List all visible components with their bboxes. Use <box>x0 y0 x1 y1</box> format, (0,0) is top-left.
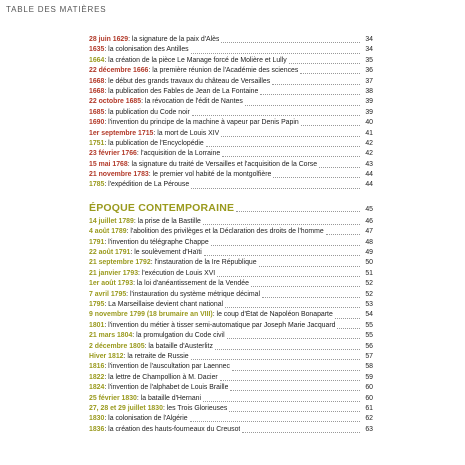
entry-date: 7 avril 1795 <box>89 290 127 298</box>
leader-dots <box>259 265 360 267</box>
entry-date: 9 novembre 1799 (18 brumaire an VIII) <box>89 311 213 319</box>
leader-dots <box>251 285 360 287</box>
entry-title: : l'invention de l'alphabet de Louis Braille <box>104 384 229 392</box>
leader-dots <box>242 431 360 433</box>
toc-entry <box>89 290 373 300</box>
toc-entry <box>89 160 373 170</box>
leader-dots <box>227 337 360 339</box>
entry-page-number: 62 <box>365 415 373 423</box>
entry-page-number: 43 <box>365 160 373 168</box>
toc-entry <box>89 238 373 248</box>
toc-entry <box>89 362 373 372</box>
entry-date: 1822 <box>89 373 105 381</box>
toc-entry <box>89 279 373 289</box>
entry-page-number: 42 <box>365 150 373 158</box>
entry-page-number: 34 <box>365 46 373 54</box>
entry-date: Hiver 1812 <box>89 352 124 360</box>
entry-page-number: 49 <box>365 249 373 257</box>
toc-entry <box>89 300 373 310</box>
entry-date: 1830 <box>89 415 105 423</box>
entry-page-number: 36 <box>365 67 373 75</box>
toc-entry <box>89 139 373 149</box>
entry-title: : l'invention du métier à tisser semi-automatique par Joseph Marie Jacquard <box>104 321 336 329</box>
entry-title: : la bataille d'Austerlitz <box>144 342 213 350</box>
entry-date: 25 février 1830 <box>89 394 137 402</box>
entry-date: 1690 <box>89 119 105 127</box>
leader-dots <box>300 72 360 74</box>
entry-page-number: 59 <box>365 373 373 381</box>
entry-title: : La Marseillaise devient chant national <box>104 300 224 308</box>
leader-dots <box>319 166 360 168</box>
entry-title: : la publication des Fables de Jean de La Fontaine <box>104 87 259 95</box>
entry-page-number: 41 <box>365 129 373 137</box>
entry-page-number: 48 <box>365 238 373 246</box>
entry-page-number: 37 <box>365 77 373 85</box>
leader-dots <box>289 62 360 64</box>
entry-title: : le premier vol habité de la montgolfière <box>148 171 272 179</box>
entry-date: 1801 <box>89 321 105 329</box>
entry-title: : la lettre de Champollion à M. Dacier <box>104 373 218 381</box>
toc-entry <box>89 217 373 227</box>
entry-page-number: 42 <box>365 139 373 147</box>
leader-dots <box>220 379 360 381</box>
toc-entry <box>89 383 373 393</box>
entry-title: : la création des hauts-fourneaux du Creusot <box>104 425 241 433</box>
toc-entry <box>89 331 373 341</box>
toc-entry <box>89 321 373 331</box>
entry-page-number: 52 <box>365 280 373 288</box>
entry-date: 1er septembre 1715 <box>89 129 154 137</box>
toc-entry <box>89 425 373 435</box>
toc-entry <box>89 180 373 190</box>
entry-page-number: 60 <box>365 384 373 392</box>
entry-page-number: 50 <box>365 259 373 267</box>
entry-date: 1er août 1793 <box>89 280 134 288</box>
toc-entry <box>89 404 373 414</box>
entry-page-number: 58 <box>365 363 373 371</box>
toc-entry <box>89 35 373 45</box>
leader-dots <box>232 369 360 371</box>
section-heading <box>89 202 373 216</box>
toc-entry <box>89 129 373 139</box>
entry-page-number: 51 <box>365 269 373 277</box>
toc-entry <box>89 170 373 180</box>
entry-date: 1685 <box>89 108 105 116</box>
entry-date: 15 mai 1768 <box>89 160 128 168</box>
entry-date: 1668 <box>89 77 105 85</box>
entry-title: : l'abolition des privilèges et la Déclaration des droits de l'homme <box>126 228 324 236</box>
toc-entry <box>89 248 373 258</box>
entry-date: 1751 <box>89 139 105 147</box>
section-title: ÉPOQUE CONTEMPORAINE <box>89 201 235 214</box>
toc-entry <box>89 97 373 107</box>
entry-date: 22 août 1791 <box>89 249 131 257</box>
entry-date: 1785 <box>89 181 105 189</box>
entry-title: : la promulgation du Code civil <box>132 332 225 340</box>
toc-entry <box>89 310 373 320</box>
entry-title: : les Trois Glorieuses <box>162 404 228 412</box>
leader-dots <box>192 114 360 116</box>
entry-page-number: 55 <box>365 332 373 340</box>
leader-dots <box>191 187 360 189</box>
entry-date: 1836 <box>89 425 105 433</box>
entry-title: : la retraite de Russie <box>123 352 189 360</box>
entry-date: 1795 <box>89 300 105 308</box>
entry-page-number: 35 <box>365 56 373 64</box>
toc-entry <box>89 45 373 55</box>
leader-dots <box>204 254 360 256</box>
leader-dots <box>215 348 360 350</box>
toc-entry <box>89 269 373 279</box>
running-head: TABLE DES MATIÈRES <box>6 5 107 14</box>
entry-page-number: 44 <box>365 181 373 189</box>
toc-entry <box>89 108 373 118</box>
leader-dots <box>301 124 360 126</box>
entry-page-number: 55 <box>365 321 373 329</box>
toc-entry <box>89 373 373 383</box>
entry-page-number: 52 <box>365 290 373 298</box>
leader-dots <box>326 233 360 235</box>
entry-date: 1635 <box>89 46 105 54</box>
leader-dots <box>191 358 360 360</box>
entry-title: : l'instauration du système métrique décimal <box>126 290 261 298</box>
toc-entry <box>89 149 373 159</box>
entry-title: : le coup d'État de Napoléon Bonaparte <box>212 311 333 319</box>
leader-dots <box>203 223 360 225</box>
entry-title: : la signature de la paix d'Alès <box>128 36 220 43</box>
entry-title: : la publication du Code noir <box>104 108 190 116</box>
entry-title: : le début des grands travaux du château de Versailles <box>104 77 271 85</box>
leader-dots <box>272 83 360 85</box>
toc-entry <box>89 227 373 237</box>
leader-dots <box>337 327 360 329</box>
leader-dots <box>221 135 360 137</box>
leader-dots <box>230 389 360 391</box>
leader-dots <box>206 145 360 147</box>
entry-page-number: 38 <box>365 87 373 95</box>
entry-title: : la mort de Louis XIV <box>153 129 220 137</box>
leader-dots <box>236 210 360 212</box>
entry-page-number: 39 <box>365 98 373 106</box>
leader-dots <box>203 400 360 402</box>
entry-title: : la première réunion de l'Académie des sciences <box>148 67 299 75</box>
leader-dots <box>262 296 360 298</box>
entry-title: : la publication de l'Encyclopédie <box>104 139 204 147</box>
toc-entry <box>89 87 373 97</box>
entry-date: 27, 28 et 29 juillet 1830 <box>89 404 163 412</box>
toc-entry <box>89 342 373 352</box>
entry-date: 14 juillet 1789 <box>89 217 134 225</box>
toc-entry <box>89 414 373 424</box>
entry-page-number: 57 <box>365 352 373 360</box>
entry-date: 1668 <box>89 87 105 95</box>
entry-date: 22 octobre 1685 <box>89 98 142 106</box>
entry-date: 21 mars 1804 <box>89 332 133 340</box>
entry-date: 23 février 1766 <box>89 150 137 158</box>
entry-date: 4 août 1789 <box>89 228 127 236</box>
entry-page-number: 53 <box>365 300 373 308</box>
table-of-contents <box>89 35 373 435</box>
entry-page-number: 54 <box>365 311 373 319</box>
leader-dots <box>245 104 360 106</box>
leader-dots <box>211 244 360 246</box>
entry-title: : l'invention de l'auscultation par Laennec <box>104 363 230 371</box>
entry-date: 2 décembre 1805 <box>89 342 145 350</box>
toc-entry <box>89 258 373 268</box>
entry-title: : l'acquisition de la Lorraine <box>136 150 221 158</box>
entry-title: : l'exécution de Louis XVI <box>138 269 216 277</box>
toc-entry <box>89 56 373 66</box>
entry-title: : la révocation de l'édit de Nantes <box>141 98 243 106</box>
leader-dots <box>229 410 360 412</box>
leader-dots <box>217 275 360 277</box>
entry-title: : la loi d'anéantissement de la Vendée <box>133 280 249 288</box>
entry-title: : la prise de la Bastille <box>133 217 201 225</box>
entry-page-number: 63 <box>365 425 373 433</box>
entry-date: 1791 <box>89 238 105 246</box>
leader-dots <box>225 306 360 308</box>
entry-page-number: 47 <box>365 228 373 236</box>
entry-title: : la création de la pièce Le Manage forcé de Molière et Lully <box>104 56 287 64</box>
toc-entry <box>89 77 373 87</box>
entry-title: : l'invention du principe de la machine à vapeur par Denis Papin <box>104 119 299 127</box>
leader-dots <box>335 317 360 319</box>
entry-title: : l'expédition de La Pérouse <box>104 181 190 189</box>
toc-entry <box>89 66 373 76</box>
entry-date: 21 septembre 1792 <box>89 259 151 267</box>
entry-title: : la colonisation des Antilles <box>104 46 189 54</box>
toc-entry <box>89 118 373 128</box>
toc-entry <box>89 352 373 362</box>
leader-dots <box>222 155 360 157</box>
entry-date: 1664 <box>89 56 105 64</box>
entry-page-number: 56 <box>365 342 373 350</box>
entry-page-number: 40 <box>365 119 373 127</box>
entry-page-number: 39 <box>365 108 373 116</box>
toc-list-contemporary-era <box>89 217 373 435</box>
leader-dots <box>221 41 360 43</box>
leader-dots <box>273 176 360 178</box>
section-page-number: 45 <box>365 205 373 213</box>
toc-entry <box>89 394 373 404</box>
entry-page-number: 34 <box>365 36 373 43</box>
entry-title: : l'invention du télégraphe Chappe <box>104 238 209 246</box>
leader-dots <box>260 93 360 95</box>
entry-date: 21 janvier 1793 <box>89 269 139 277</box>
leader-dots <box>190 420 360 422</box>
entry-date: 21 novembre 1783 <box>89 171 149 179</box>
entry-page-number: 46 <box>365 217 373 225</box>
entry-date: 1816 <box>89 363 105 371</box>
entry-page-number: 61 <box>365 404 373 412</box>
leader-dots <box>191 52 360 54</box>
entry-title: : la colonisation de l'Algérie <box>104 415 188 423</box>
entry-date: 1824 <box>89 384 105 392</box>
entry-title: : le soulèvement d'Haïti <box>130 249 202 257</box>
entry-page-number: 60 <box>365 394 373 402</box>
entry-title: : la signature du traité de Versailles et l'acquisition de la Corse <box>127 160 318 168</box>
entry-date: 22 décembre 1666 <box>89 67 149 75</box>
entry-title: : l'instauration de la Ire République <box>150 259 257 267</box>
entry-date: 28 juin 1629 <box>89 36 129 43</box>
toc-list-modern-era <box>89 35 373 191</box>
entry-title: : la bataille d'Hernani <box>136 394 202 402</box>
entry-page-number: 44 <box>365 171 373 179</box>
